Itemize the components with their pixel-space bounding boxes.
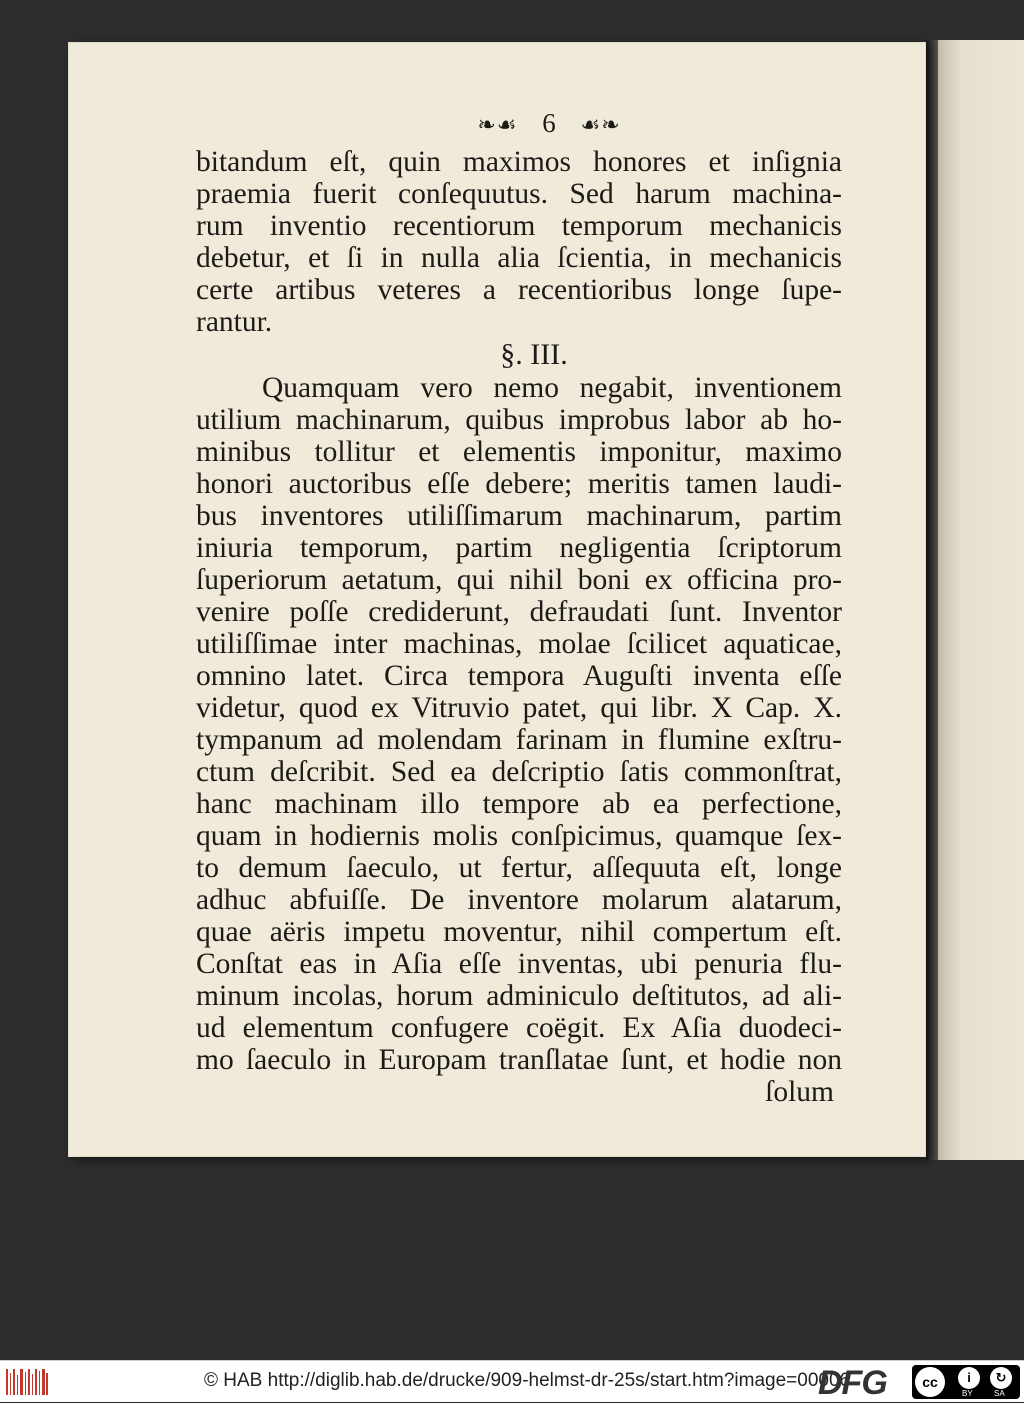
text-line: utiliſſimae inter machinas, molae ſcilicet aquaticae, [196, 628, 842, 660]
text-line: hanc machinam illo tempore ab ea perfectione, [196, 788, 842, 820]
barcode-icon [6, 1369, 48, 1395]
text-line: videtur, quod ex Vitruvio patet, qui libr. X Cap. X. [196, 692, 842, 724]
sa-label: SA [994, 1389, 1005, 1398]
text-line: rum inventio recentiorum temporum mechanicis [196, 210, 842, 242]
page-number: 6 [542, 108, 556, 138]
running-head [256, 100, 842, 146]
credit-link[interactable]: © HAB http://diglib.hab.de/drucke/909-helmst-dr-25s/start.htm?image=00006 [204, 1370, 851, 1391]
text-line: iniuria temporum, partim negligentia ſcriptorum [196, 532, 842, 564]
text-line: praemia fuerit conſequutus. Sed harum machina- [196, 178, 842, 210]
text-line: bitandum eſt, quin maximos honores et inſignia [196, 146, 842, 178]
text-line: certe artibus veteres a recentioribus longe ſupe- [196, 274, 842, 306]
section-heading: §. III. [500, 338, 568, 371]
text-line: utilium machinarum, quibus improbus labor ab ho- [196, 404, 842, 436]
text-line: venire poſſe crediderunt, defraudati ſunt. Inventor [196, 596, 842, 628]
text-line: ſuperiorum aetatum, qui nihil boni ex officina pro- [196, 564, 842, 596]
text-line: rantur. [196, 306, 273, 338]
text-line: ud elementum confugere coëgit. Ex Aſia duodeci- [196, 1012, 842, 1044]
dfg-logo: DFG [818, 1364, 887, 1402]
by-label: BY [962, 1389, 973, 1398]
catchword: ſolum [765, 1076, 834, 1108]
text-line: adhuc abfuiſſe. De inventore molarum alatarum, [196, 884, 842, 916]
text-line: to demum ſaeculo, ut fertur, aſſequuta eſt, longe [196, 852, 842, 884]
facing-page [934, 40, 1024, 1160]
page-text [196, 100, 842, 1108]
text-line: mo ſaeculo in Europam tranſlatae ſunt, et hodie non [196, 1044, 842, 1076]
ornament-left-icon: ❧☙ [477, 112, 518, 137]
text-line: tympanum ad molendam farinam in flumine exſtru- [196, 724, 842, 756]
text-line: minum incolas, horum adminiculo deſtitutos, ad ali- [196, 980, 842, 1012]
text-line: honori auctoribus eſſe debere; meritis tamen laudi- [196, 468, 842, 500]
text-line: omnino latet. Circa tempora Auguſti inventa eſſe [196, 660, 842, 692]
text-line: bus inventores utiliſſimarum machinarum, partim [196, 500, 842, 532]
footer-bar [0, 1360, 1024, 1402]
text-line: quae aëris impetu moventur, nihil compertum eſt. [196, 916, 842, 948]
cc-icon: cc [915, 1367, 945, 1397]
attribution-icon: i [958, 1367, 980, 1389]
text-line: minibus tollitur et elementis imponitur, maximo [196, 436, 842, 468]
gutter-shadow [926, 40, 938, 1160]
license-badge[interactable] [912, 1365, 1020, 1399]
text-line: debetur, et ſi in nulla alia ſcientia, in mechanicis [196, 242, 842, 274]
text-line: Conſtat eas in Aſia eſſe inventas, ubi penuria flu- [196, 948, 842, 980]
text-line: Quamquam vero nemo negabit, inventionem [262, 372, 842, 404]
share-alike-icon: ↻ [990, 1367, 1012, 1389]
ornament-right-icon: ☙❧ [580, 112, 621, 137]
text-line: quam in hodiernis molis conſpicimus, quamque ſex- [196, 820, 842, 852]
text-line: ctum deſcribit. Sed ea deſcriptio ſatis commonſtrat, [196, 756, 842, 788]
